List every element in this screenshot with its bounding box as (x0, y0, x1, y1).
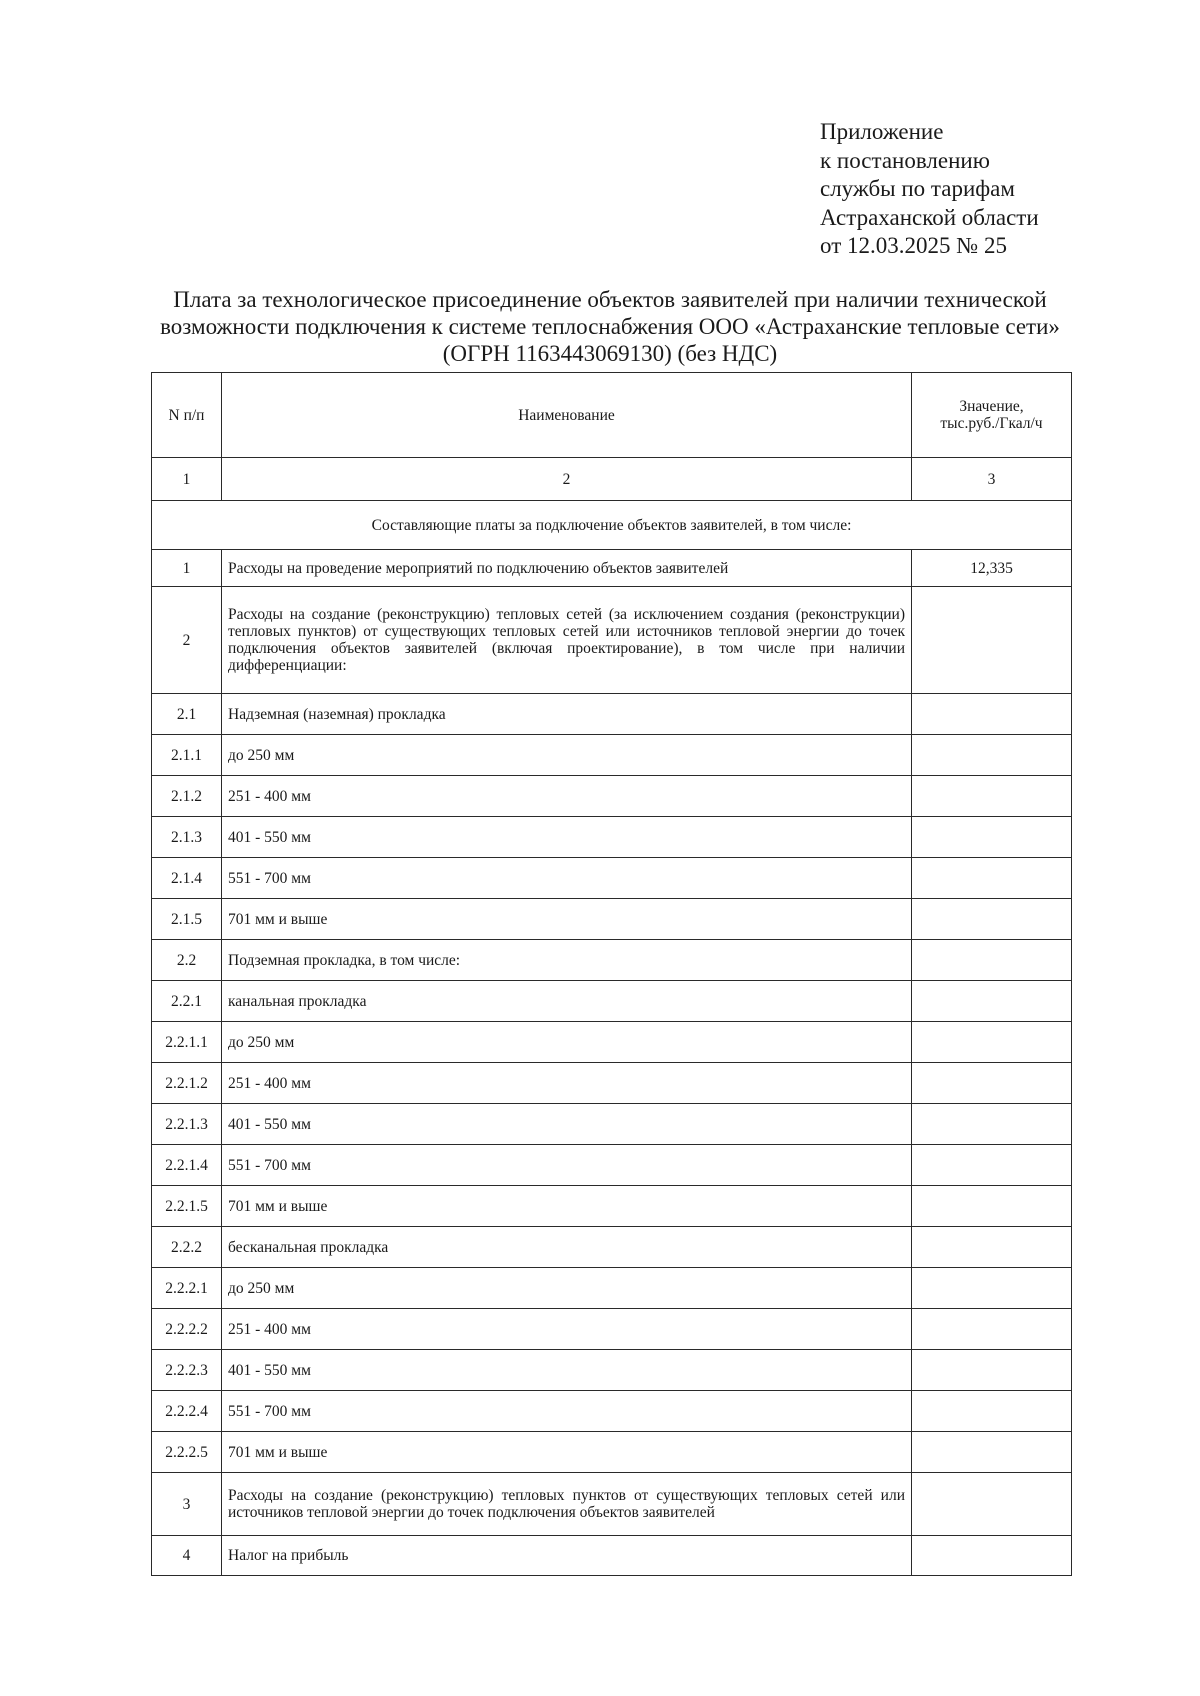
table-row (152, 858, 1072, 899)
table-row (152, 1268, 1072, 1309)
row-value (912, 1227, 1072, 1268)
row-number: 2.2.2.4 (152, 1391, 222, 1432)
appendix-block (820, 118, 1039, 261)
row-number: 2.2.2.2 (152, 1309, 222, 1350)
row-value (912, 1391, 1072, 1432)
row-value (912, 1350, 1072, 1391)
appendix-line: Астраханской области (820, 204, 1039, 230)
table-row (152, 899, 1072, 940)
header-name: Наименование (222, 373, 912, 458)
row-name: 251 - 400 мм (222, 1309, 912, 1350)
row-name: Подземная прокладка, в том числе: (222, 940, 912, 981)
table-row (152, 1309, 1072, 1350)
row-value (912, 1063, 1072, 1104)
row-number: 2.1.4 (152, 858, 222, 899)
tariff-table (151, 372, 1072, 1576)
row-name: Расходы на создание (реконструкцию) тепловых сетей (за исключением создания (реконструкции) тепловых пунктов) от существующих тепловых сетей или источников тепловой энергии до точек подключения объектов заявителей (включая проектирование), в том числе при наличии дифференциации: (222, 587, 912, 694)
row-value (912, 1145, 1072, 1186)
row-value (912, 899, 1072, 940)
row-number: 2.2.1.1 (152, 1022, 222, 1063)
row-name: 401 - 550 мм (222, 1104, 912, 1145)
header-num: N п/п (152, 373, 222, 458)
row-value (912, 858, 1072, 899)
table-row (152, 1391, 1072, 1432)
row-number: 2.1.1 (152, 735, 222, 776)
row-number: 2.1.5 (152, 899, 222, 940)
column-number: 2 (222, 458, 912, 501)
table-row (152, 940, 1072, 981)
row-name: 701 мм и выше (222, 899, 912, 940)
row-name: бесканальная прокладка (222, 1227, 912, 1268)
row-value (912, 587, 1072, 694)
row-number: 2.2.2 (152, 1227, 222, 1268)
appendix-line: Приложение (820, 119, 944, 144)
row-number: 2.1.3 (152, 817, 222, 858)
row-value (912, 1536, 1072, 1576)
column-number: 1 (152, 458, 222, 501)
row-number: 2.1.2 (152, 776, 222, 817)
row-name: 251 - 400 мм (222, 1063, 912, 1104)
table-row (152, 1227, 1072, 1268)
section-row (152, 501, 1072, 550)
row-name: 251 - 400 мм (222, 776, 912, 817)
row-number: 2.2.1.3 (152, 1104, 222, 1145)
row-number: 2.2.2.5 (152, 1432, 222, 1473)
row-value (912, 981, 1072, 1022)
row-name: Расходы на проведение мероприятий по подключению объектов заявителей (222, 550, 912, 587)
row-number: 4 (152, 1536, 222, 1576)
header-value-line1: Значение, (959, 398, 1024, 415)
table-row (152, 1432, 1072, 1473)
table-row (152, 550, 1072, 587)
row-number: 2.2 (152, 940, 222, 981)
row-name: Налог на прибыль (222, 1536, 912, 1576)
row-number: 2.1 (152, 694, 222, 735)
row-number: 1 (152, 550, 222, 587)
row-number: 2.2.1.5 (152, 1186, 222, 1227)
row-value (912, 817, 1072, 858)
row-number: 2.2.1.4 (152, 1145, 222, 1186)
row-value (912, 735, 1072, 776)
header-value-line2: тыс.руб./Гкал/ч (940, 415, 1043, 432)
table-header-row (152, 373, 1072, 458)
row-value (912, 1268, 1072, 1309)
table-row (152, 1145, 1072, 1186)
row-number: 2.2.1.2 (152, 1063, 222, 1104)
header-value (912, 373, 1072, 458)
row-name: до 250 мм (222, 735, 912, 776)
title-line: (ОГРН 1163443069130) (без НДС) (442, 341, 778, 366)
column-number: 3 (912, 458, 1072, 501)
appendix-line: к постановлению (820, 147, 990, 173)
row-name: Надземная (наземная) прокладка (222, 694, 912, 735)
table-row (152, 1473, 1072, 1536)
column-number-row (152, 458, 1072, 501)
row-name: до 250 мм (222, 1022, 912, 1063)
row-value (912, 694, 1072, 735)
table-row (152, 735, 1072, 776)
row-value (912, 1022, 1072, 1063)
row-value (912, 1104, 1072, 1145)
row-name: до 250 мм (222, 1268, 912, 1309)
table-row (152, 1022, 1072, 1063)
row-name: 551 - 700 мм (222, 858, 912, 899)
row-value (912, 776, 1072, 817)
row-name: канальная прокладка (222, 981, 912, 1022)
title-line: возможности подключения к системе теплоснабжения ООО «Астраханские тепловые сети» (160, 314, 1060, 339)
row-name: 401 - 550 мм (222, 817, 912, 858)
appendix-line: от 12.03.2025 № 25 (820, 233, 1007, 258)
table-row (152, 1350, 1072, 1391)
row-name: 551 - 700 мм (222, 1391, 912, 1432)
row-number: 3 (152, 1473, 222, 1536)
row-value: 12,335 (912, 550, 1072, 587)
table-row (152, 587, 1072, 694)
table-row (152, 1104, 1072, 1145)
table-row (152, 1536, 1072, 1576)
table-row (152, 817, 1072, 858)
row-value (912, 1432, 1072, 1473)
document-title (120, 286, 1100, 367)
table-row (152, 1063, 1072, 1104)
table-row (152, 981, 1072, 1022)
row-name: 551 - 700 мм (222, 1145, 912, 1186)
row-value (912, 940, 1072, 981)
row-name: Расходы на создание (реконструкцию) тепловых пунктов от существующих тепловых сетей или источников тепловой энергии до точек подключения объектов заявителей (222, 1473, 912, 1536)
row-name: 701 мм и выше (222, 1432, 912, 1473)
row-name: 401 - 550 мм (222, 1350, 912, 1391)
appendix-line: службы по тарифам (820, 176, 1015, 201)
title-line: Плата за технологическое присоединение объектов заявителей при наличии технической (173, 287, 1047, 312)
table-row (152, 1186, 1072, 1227)
table-row (152, 776, 1072, 817)
row-value (912, 1473, 1072, 1536)
table-row (152, 694, 1072, 735)
row-name: 701 мм и выше (222, 1186, 912, 1227)
row-value (912, 1309, 1072, 1350)
row-number: 2 (152, 587, 222, 694)
row-number: 2.2.1 (152, 981, 222, 1022)
row-value (912, 1186, 1072, 1227)
row-number: 2.2.2.1 (152, 1268, 222, 1309)
row-number: 2.2.2.3 (152, 1350, 222, 1391)
section-title: Составляющие платы за подключение объектов заявителей, в том числе: (152, 501, 1072, 550)
